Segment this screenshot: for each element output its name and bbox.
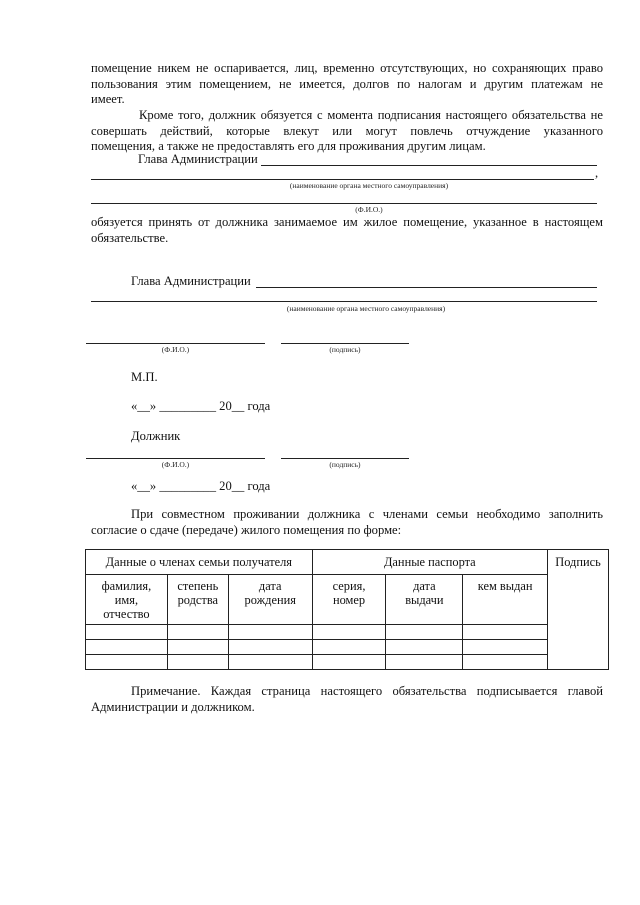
table-cell[interactable] (386, 655, 463, 670)
paragraph-property-status (91, 61, 603, 108)
text-line: Администрации и должником. (91, 699, 255, 714)
header-text: отчество (103, 607, 150, 621)
text-line: согласие о сдаче (передаче) жилого помещения по форме: (91, 522, 402, 537)
signature-line[interactable] (281, 458, 409, 459)
header-passport-data: Данные паспорта (312, 550, 547, 575)
text-line: совершать действий, которые влекут или могут повлечь отчуждение указанного (91, 123, 603, 138)
head-admin-continuation-line[interactable] (91, 301, 597, 302)
table-cell[interactable] (86, 640, 168, 655)
table-header-row (86, 550, 609, 575)
debtor-label: Должник (131, 429, 181, 443)
table-cell[interactable] (312, 625, 386, 640)
caption-fio: (Ф.И.О.) (161, 345, 190, 354)
paragraph-note (91, 684, 603, 715)
table-row (86, 655, 609, 670)
table-cell[interactable] (167, 640, 228, 655)
caption-signature: (подпись) (329, 345, 361, 354)
table-row (86, 640, 609, 655)
text-line: обязательстве. (91, 230, 169, 245)
table-cell[interactable] (312, 640, 386, 655)
text-line: Кроме того, должник обязуется с момента подписания настоящего обязательства не (139, 108, 603, 122)
header-text: родства (177, 593, 219, 607)
table-cell[interactable] (86, 655, 168, 670)
table-subheader-row (86, 575, 609, 625)
text-line: помещение никем не оспаривается, лиц, временно отсутствующих, но сохраняющих право (91, 61, 603, 75)
header-text: фамилия, (101, 579, 152, 593)
table-cell[interactable] (167, 655, 228, 670)
caption-org-name: (наименование органа местного самоуправления) (289, 181, 449, 190)
header-text: номер (332, 593, 366, 607)
comma: , (595, 166, 599, 180)
table-cell[interactable] (228, 655, 312, 670)
header-text: выдачи (405, 593, 444, 607)
caption-fio: (Ф.И.О.) (161, 460, 190, 469)
caption-fio: (Ф.И.О.) (355, 205, 383, 214)
head-admin-label: Глава Администрации (138, 152, 258, 166)
head-admin-name-line[interactable] (261, 165, 597, 166)
table-cell[interactable] (386, 625, 463, 640)
date-field[interactable]: «__» _________ 20__ года (131, 479, 271, 493)
header-text: кем выдан (477, 579, 533, 593)
table-cell[interactable] (386, 640, 463, 655)
table-cell[interactable] (228, 625, 312, 640)
paragraph-accept-obligation (91, 215, 603, 246)
date-field[interactable]: «__» _________ 20__ года (131, 399, 271, 413)
col-birth-date (228, 575, 312, 625)
table-cell[interactable] (463, 655, 548, 670)
table-cell[interactable] (312, 655, 386, 670)
table-cell[interactable] (463, 625, 548, 640)
text-line: помещения, а также не предоставлять его для проживания другим лицам. (91, 139, 486, 153)
table-cell[interactable] (86, 625, 168, 640)
table-cell[interactable] (463, 640, 548, 655)
fio-line[interactable] (86, 458, 265, 459)
fio-line[interactable] (91, 203, 597, 204)
header-family-data: Данные о членах семьи получателя (86, 550, 313, 575)
stamp-label: М.П. (131, 370, 158, 384)
col-full-name (86, 575, 168, 625)
paragraph-debtor-obligation (91, 108, 603, 155)
header-text: серия, (332, 579, 366, 593)
head-admin-name-line[interactable] (256, 287, 597, 288)
text-line: имеет. (91, 92, 125, 106)
caption-org-name: (наименование органа местного самоуправления) (286, 304, 446, 313)
fio-line[interactable] (86, 343, 265, 344)
header-text: рождения (244, 593, 296, 607)
col-issue-date (386, 575, 463, 625)
header-text: степень (177, 579, 219, 593)
col-relation (167, 575, 228, 625)
col-series-number (312, 575, 386, 625)
table-cell[interactable] (167, 625, 228, 640)
paragraph-family-consent (91, 507, 603, 538)
header-text: дата (413, 579, 436, 593)
header-text: дата (258, 579, 282, 593)
header-signature: Подпись (548, 550, 609, 670)
family-members-table (85, 549, 609, 670)
text-line: пользования этим помещением, не имеется, долгов по налогам и другим платежам не (91, 76, 603, 91)
text-line: При совместном проживании должника с членами семьи необходимо заполнить (131, 507, 603, 521)
table-row (86, 625, 609, 640)
head-admin-continuation-line[interactable] (91, 179, 594, 180)
text-line: обязуется принять от должника занимаемое им жилое помещение, указанное в настоящем (91, 215, 603, 229)
caption-signature: (подпись) (329, 460, 361, 469)
header-text: имя, (114, 593, 139, 607)
col-issued-by (463, 575, 548, 625)
signature-line[interactable] (281, 343, 409, 344)
text-line: Примечание. Каждая страница настоящего обязательства подписывается главой (131, 684, 603, 698)
head-admin-label: Глава Администрации (131, 274, 251, 288)
table-cell[interactable] (228, 640, 312, 655)
